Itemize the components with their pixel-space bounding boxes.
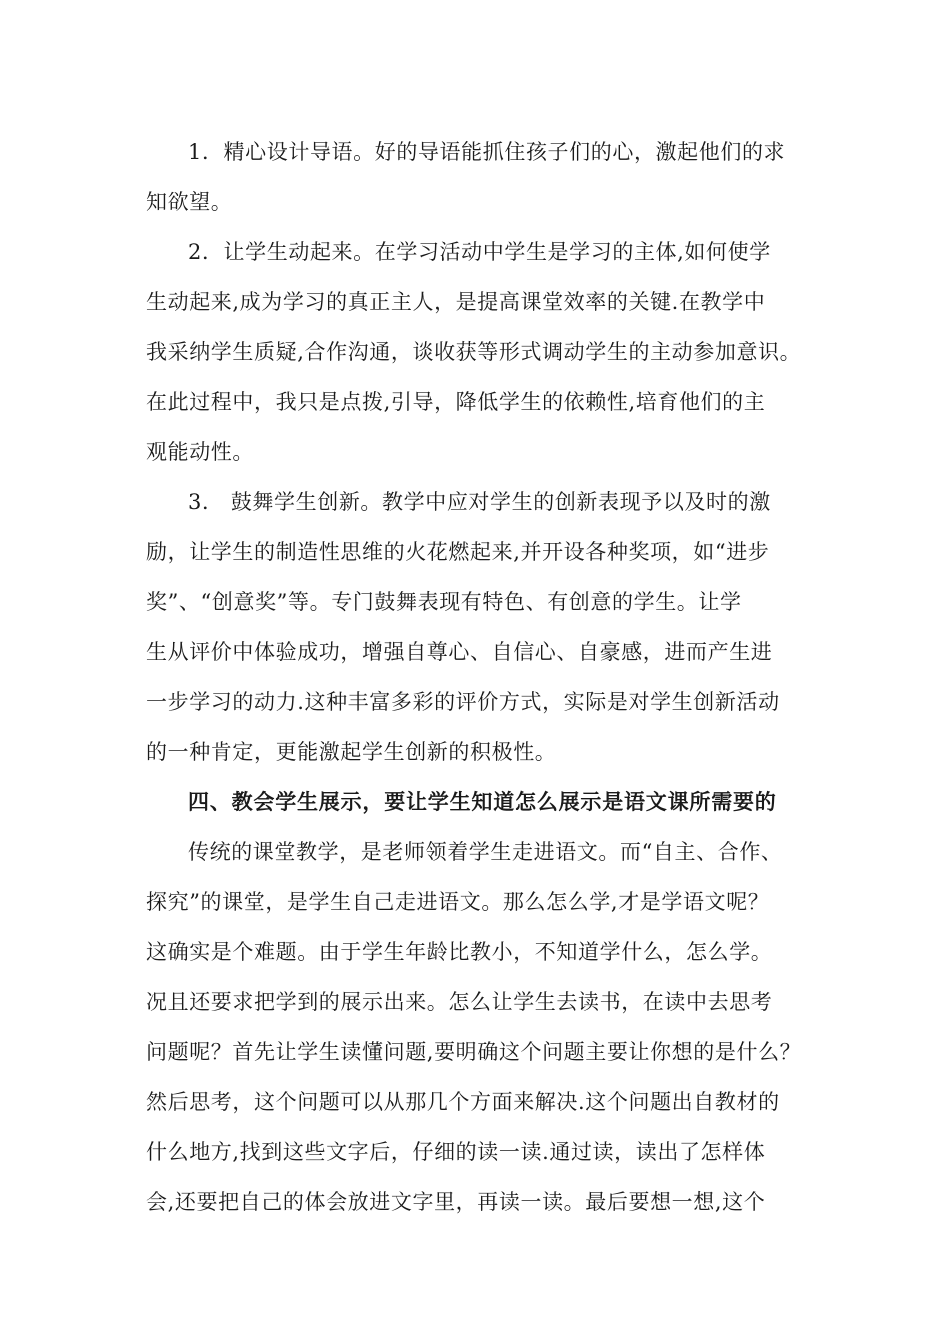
paragraph-2-line-3: 我采纳学生质疑,合作沟通，谈收获等形式调动学生的主动参加意识。 [146,340,802,364]
paragraph-2-line-2: 生动起来,成为学习的真正主人，是提高课堂效率的关键.在教学中 [146,290,766,314]
paragraph-4-line-3: 这确实是个难题。由于学生年龄比教小，不知道学什么，怎么学。 [146,940,773,964]
paragraph-1-line-2: 知欲望。 [146,190,233,214]
paragraph-3-line-4: 生从评价中体验成功，增强自尊心、自信心、自豪感，进而产生进 [146,640,773,664]
paragraph-3-line-2: 励，让学生的制造性思维的火花燃起来,并开设各种奖项，如“进步 [146,540,770,564]
paragraph-2-line-4: 在此过程中，我只是点拨,引导，降低学生的依赖性,培育他们的主 [146,390,766,414]
paragraph-4-line-6: 然后思考，这个问题可以从那几个方面来解决.这个问题出自教材的 [146,1090,780,1114]
paragraph-1-line-1: 1．精心设计导语。好的导语能抓住孩子们的心，激起他们的求 [188,140,786,164]
paragraph-3-line-1: 3． 鼓舞学生创新。教学中应对学生的创新表现予以及时的激 [188,490,771,514]
section-heading: 四、教会学生展示，要让学生知道怎么展示是语文课所需要的 [188,789,777,814]
paragraph-4-line-7: 什么地方,找到这些文字后，仔细的读一读.通过读，读出了怎样体 [146,1140,766,1164]
paragraph-4-line-1: 传统的课堂教学，是老师领着学生走进语文。而“自主、合作、 [188,840,783,864]
paragraph-2-line-5: 观能动性。 [146,440,254,464]
paragraph-2-line-1: 2．让学生动起来。在学习活动中学生是学习的主体,如何使学 [188,240,771,264]
paragraph-4-line-2: 探究”的课堂，是学生自己走进语文。那么怎么学,才是学语文呢？ [146,890,770,914]
paragraph-4-line-5: 问题呢？首先让学生读懂问题,要明确这个问题主要让你想的是什么？ [146,1040,802,1064]
paragraph-4-line-8: 会,还要把自己的体会放进文字里，再读一读。最后要想一想,这个 [146,1190,766,1214]
paragraph-4-line-4: 况且还要求把学到的展示出来。怎么让学生去读书，在读中去思考 [146,990,773,1014]
paragraph-3-line-6: 的一种肯定，更能激起学生创新的积极性。 [146,740,557,764]
paragraph-3-line-3: 奖”、“创意奖”等。专门鼓舞表现有特色、有创意的学生。让学 [146,590,742,614]
paragraph-3-line-5: 一步学习的动力.这种丰富多彩的评价方式，实际是对学生创新活动 [146,690,780,714]
